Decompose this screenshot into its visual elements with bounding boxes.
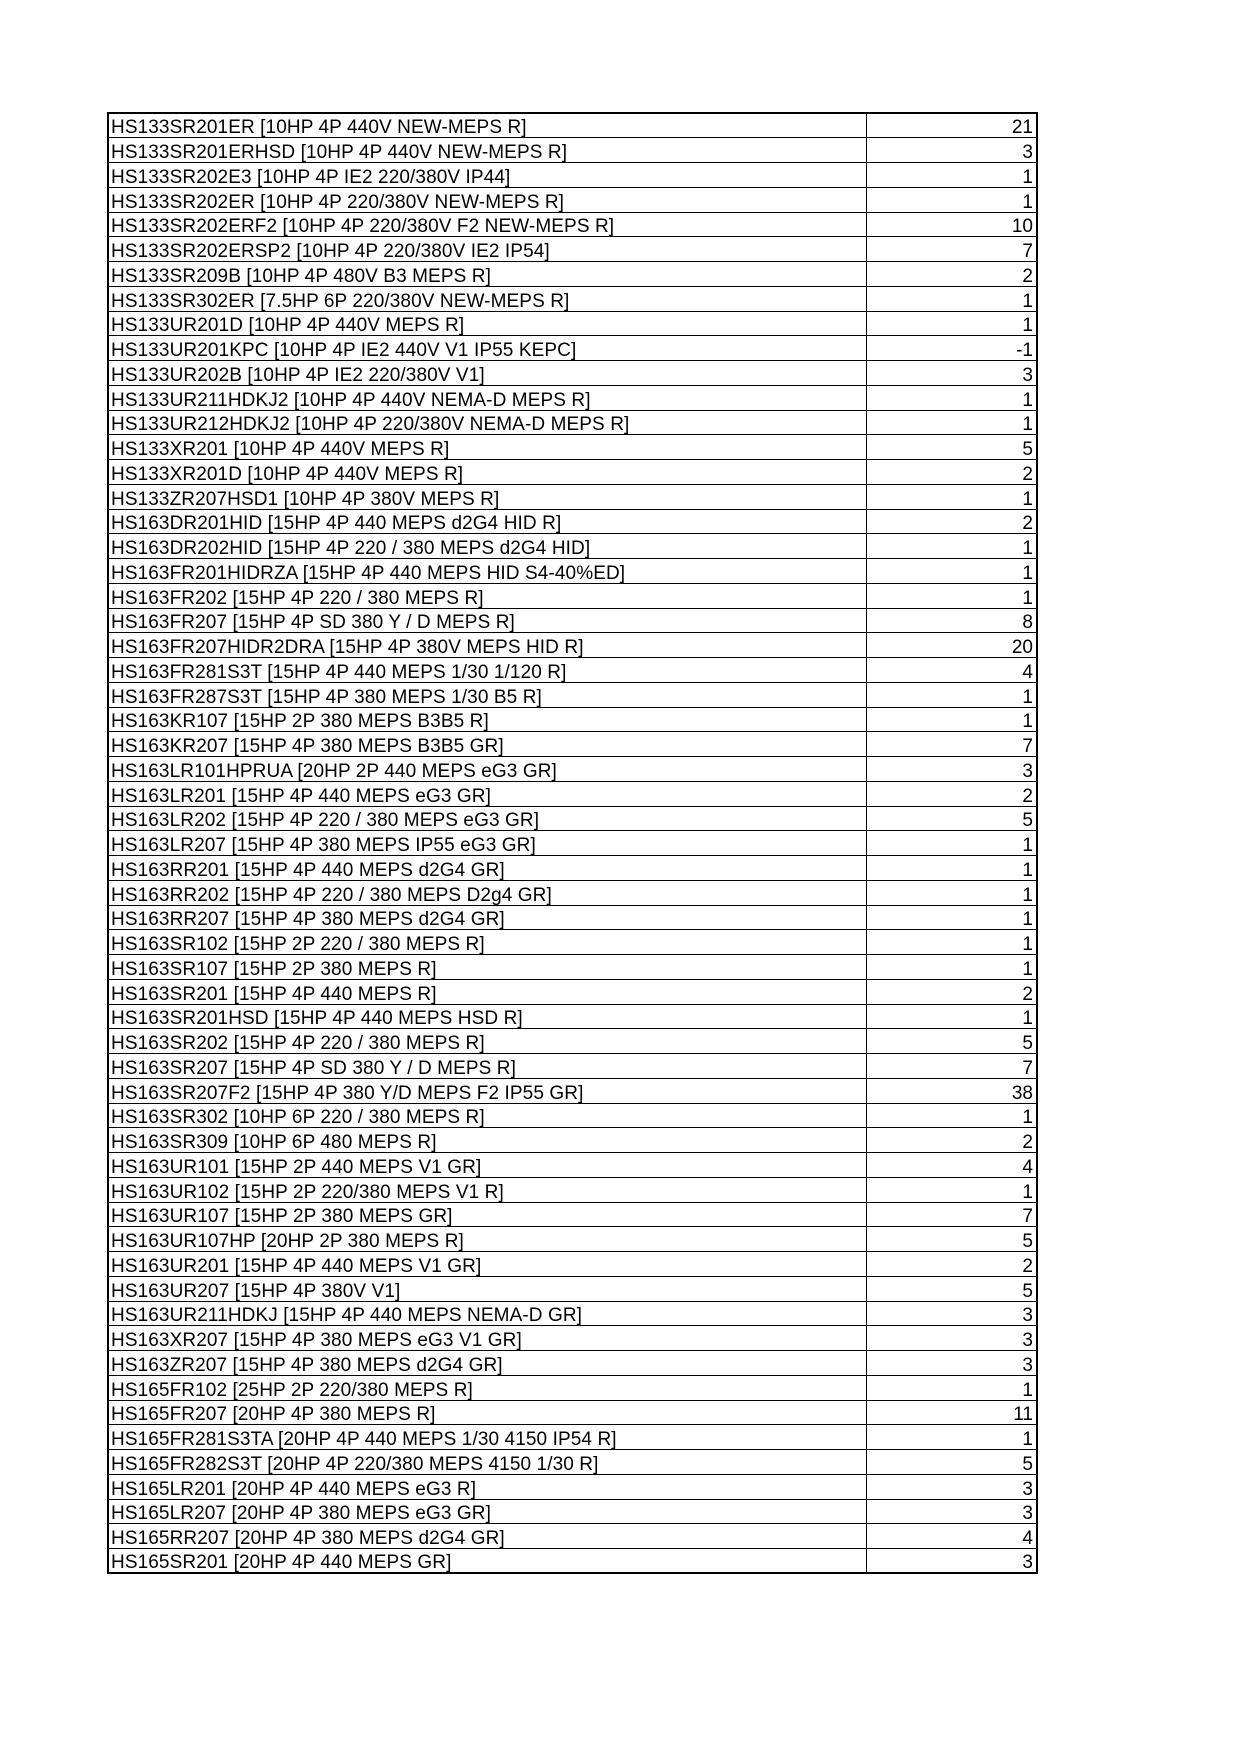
table-row	[108, 336, 1037, 361]
product-description-cell: HS133UR202B [10HP 4P IE2 220/380V V1]	[108, 361, 866, 386]
table-row	[108, 880, 1037, 905]
table-row	[108, 435, 1037, 460]
table-row	[108, 583, 1037, 608]
quantity-cell: 3	[866, 138, 1037, 163]
quantity-cell: 1	[866, 1103, 1037, 1128]
table-row	[108, 1524, 1037, 1549]
table-row	[108, 212, 1037, 237]
quantity-cell: 38	[866, 1078, 1037, 1103]
quantity-cell: 1	[866, 930, 1037, 955]
product-description-cell: HS163UR102 [15HP 2P 220/380 MEPS V1 R]	[108, 1177, 866, 1202]
table-row	[108, 806, 1037, 831]
quantity-cell: 1	[866, 880, 1037, 905]
product-description-cell: HS163LR207 [15HP 4P 380 MEPS IP55 eG3 GR]	[108, 831, 866, 856]
table-row	[108, 1425, 1037, 1450]
table-row	[108, 1351, 1037, 1376]
quantity-cell: 2	[866, 460, 1037, 485]
table-row	[108, 163, 1037, 188]
table-row	[108, 1326, 1037, 1351]
table-row	[108, 1276, 1037, 1301]
product-description-cell: HS133SR201ERHSD [10HP 4P 440V NEW-MEPS R]	[108, 138, 866, 163]
quantity-cell: 7	[866, 1054, 1037, 1079]
table-row	[108, 1549, 1037, 1574]
product-description-cell: HS133UR201KPC [10HP 4P IE2 440V V1 IP55 KEPC]	[108, 336, 866, 361]
table-row	[108, 187, 1037, 212]
table-row	[108, 113, 1037, 138]
quantity-cell: 1	[866, 1004, 1037, 1029]
product-description-cell: HS165LR201 [20HP 4P 440 MEPS eG3 R]	[108, 1474, 866, 1499]
quantity-cell: 2	[866, 1128, 1037, 1153]
table-row	[108, 1450, 1037, 1475]
quantity-cell: 1	[866, 1177, 1037, 1202]
product-description-cell: HS163FR202 [15HP 4P 220 / 380 MEPS R]	[108, 583, 866, 608]
quantity-cell: 5	[866, 1227, 1037, 1252]
product-description-cell: HS163FR281S3T [15HP 4P 440 MEPS 1/30 1/120 R]	[108, 658, 866, 683]
quantity-cell: 2	[866, 979, 1037, 1004]
quantity-cell: 1	[866, 311, 1037, 336]
table-row	[108, 682, 1037, 707]
product-description-cell: HS163ZR207 [15HP 4P 380 MEPS d2G4 GR]	[108, 1351, 866, 1376]
quantity-cell: 1	[866, 410, 1037, 435]
product-description-cell: HS133ZR207HSD1 [10HP 4P 380V MEPS R]	[108, 484, 866, 509]
quantity-cell: 5	[866, 806, 1037, 831]
quantity-cell: 4	[866, 1524, 1037, 1549]
table-row	[108, 1252, 1037, 1277]
quantity-cell: 1	[866, 484, 1037, 509]
product-description-cell: HS133UR212HDKJ2 [10HP 4P 220/380V NEMA-D MEPS R]	[108, 410, 866, 435]
quantity-cell: 5	[866, 435, 1037, 460]
product-description-cell: HS163UR107HP [20HP 2P 380 MEPS R]	[108, 1227, 866, 1252]
table-row	[108, 1103, 1037, 1128]
table-row	[108, 1128, 1037, 1153]
product-description-cell: HS163SR202 [15HP 4P 220 / 380 MEPS R]	[108, 1029, 866, 1054]
table-row	[108, 237, 1037, 262]
product-description-cell: HS163SR207F2 [15HP 4P 380 Y/D MEPS F2 IP55 GR]	[108, 1078, 866, 1103]
quantity-cell: 3	[866, 757, 1037, 782]
product-description-cell: HS163FR201HIDRZA [15HP 4P 440 MEPS HID S4-40%ED]	[108, 559, 866, 584]
table-row	[108, 534, 1037, 559]
quantity-cell: 5	[866, 1276, 1037, 1301]
table-row	[108, 1400, 1037, 1425]
quantity-cell: 7	[866, 237, 1037, 262]
quantity-cell: 5	[866, 1029, 1037, 1054]
table-row	[108, 608, 1037, 633]
product-description-cell: HS165FR207 [20HP 4P 380 MEPS R]	[108, 1400, 866, 1425]
table-row	[108, 781, 1037, 806]
product-description-cell: HS163LR201 [15HP 4P 440 MEPS eG3 GR]	[108, 781, 866, 806]
product-description-cell: HS163RR201 [15HP 4P 440 MEPS d2G4 GR]	[108, 856, 866, 881]
table-row	[108, 732, 1037, 757]
product-description-cell: HS163SR309 [10HP 6P 480 MEPS R]	[108, 1128, 866, 1153]
quantity-cell: 2	[866, 781, 1037, 806]
table-row	[108, 1029, 1037, 1054]
product-description-cell: HS163SR201HSD [15HP 4P 440 MEPS HSD R]	[108, 1004, 866, 1029]
quantity-cell: 1	[866, 905, 1037, 930]
table-row	[108, 1301, 1037, 1326]
quantity-cell: 3	[866, 1301, 1037, 1326]
product-description-cell: HS163SR302 [10HP 6P 220 / 380 MEPS R]	[108, 1103, 866, 1128]
table-row	[108, 930, 1037, 955]
product-description-cell: HS163RR202 [15HP 4P 220 / 380 MEPS D2g4 GR]	[108, 880, 866, 905]
table-row	[108, 905, 1037, 930]
product-description-cell: HS165FR282S3T [20HP 4P 220/380 MEPS 4150 1/30 R]	[108, 1450, 866, 1475]
quantity-cell: 20	[866, 633, 1037, 658]
quantity-cell: 2	[866, 509, 1037, 534]
quantity-cell: 3	[866, 1351, 1037, 1376]
table-row	[108, 658, 1037, 683]
table-row	[108, 484, 1037, 509]
product-description-cell: HS163KR107 [15HP 2P 380 MEPS B3B5 R]	[108, 707, 866, 732]
product-description-cell: HS163KR207 [15HP 4P 380 MEPS B3B5 GR]	[108, 732, 866, 757]
table-row	[108, 361, 1037, 386]
product-description-cell: HS165RR207 [20HP 4P 380 MEPS d2G4 GR]	[108, 1524, 866, 1549]
quantity-cell: 10	[866, 212, 1037, 237]
table-row	[108, 559, 1037, 584]
quantity-cell: 1	[866, 163, 1037, 188]
table-row	[108, 1227, 1037, 1252]
quantity-cell: 1	[866, 1425, 1037, 1450]
table-row	[108, 1499, 1037, 1524]
table-row	[108, 633, 1037, 658]
product-description-cell: HS133SR201ER [10HP 4P 440V NEW-MEPS R]	[108, 113, 866, 138]
table-row	[108, 1474, 1037, 1499]
quantity-cell: 8	[866, 608, 1037, 633]
product-description-cell: HS165FR281S3TA [20HP 4P 440 MEPS 1/30 4150 IP54 R]	[108, 1425, 866, 1450]
table-row	[108, 707, 1037, 732]
product-description-cell: HS163RR207 [15HP 4P 380 MEPS d2G4 GR]	[108, 905, 866, 930]
quantity-cell: 3	[866, 361, 1037, 386]
quantity-cell: 4	[866, 1153, 1037, 1178]
table-row	[108, 856, 1037, 881]
product-description-cell: HS165SR201 [20HP 4P 440 MEPS GR]	[108, 1549, 866, 1574]
quantity-cell: 2	[866, 262, 1037, 287]
quantity-cell: 1	[866, 583, 1037, 608]
quantity-cell: 3	[866, 1474, 1037, 1499]
product-description-cell: HS133SR202ER [10HP 4P 220/380V NEW-MEPS R]	[108, 187, 866, 212]
product-description-cell: HS165FR102 [25HP 2P 220/380 MEPS R]	[108, 1375, 866, 1400]
quantity-cell: 1	[866, 559, 1037, 584]
product-description-cell: HS133XR201D [10HP 4P 440V MEPS R]	[108, 460, 866, 485]
table-row	[108, 1177, 1037, 1202]
quantity-cell: 1	[866, 385, 1037, 410]
table-row	[108, 1054, 1037, 1079]
quantity-cell: 7	[866, 732, 1037, 757]
table-row	[108, 831, 1037, 856]
product-description-cell: HS163DR202HID [15HP 4P 220 / 380 MEPS d2G4 HID]	[108, 534, 866, 559]
quantity-cell: 4	[866, 658, 1037, 683]
product-description-cell: HS163UR107 [15HP 2P 380 MEPS GR]	[108, 1202, 866, 1227]
table-row	[108, 1078, 1037, 1103]
product-description-cell: HS163LR101HPRUA [20HP 2P 440 MEPS eG3 GR]	[108, 757, 866, 782]
product-description-cell: HS133XR201 [10HP 4P 440V MEPS R]	[108, 435, 866, 460]
quantity-cell: 1	[866, 286, 1037, 311]
product-description-cell: HS133SR302ER [7.5HP 6P 220/380V NEW-MEPS R]	[108, 286, 866, 311]
table-row	[108, 757, 1037, 782]
inventory-table-body	[108, 113, 1037, 1573]
product-description-cell: HS163DR201HID [15HP 4P 440 MEPS d2G4 HID R]	[108, 509, 866, 534]
quantity-cell: 1	[866, 707, 1037, 732]
product-description-cell: HS163FR207 [15HP 4P SD 380 Y / D MEPS R]	[108, 608, 866, 633]
product-description-cell: HS133UR201D [10HP 4P 440V MEPS R]	[108, 311, 866, 336]
product-description-cell: HS163SR102 [15HP 2P 220 / 380 MEPS R]	[108, 930, 866, 955]
product-description-cell: HS133SR202E3 [10HP 4P IE2 220/380V IP44]	[108, 163, 866, 188]
product-description-cell: HS163UR207 [15HP 4P 380V V1]	[108, 1276, 866, 1301]
table-row	[108, 262, 1037, 287]
table-row	[108, 1375, 1037, 1400]
quantity-cell: 1	[866, 955, 1037, 980]
quantity-cell: 3	[866, 1549, 1037, 1574]
table-row	[108, 138, 1037, 163]
quantity-cell: 1	[866, 534, 1037, 559]
quantity-cell: 3	[866, 1499, 1037, 1524]
product-description-cell: HS163XR207 [15HP 4P 380 MEPS eG3 V1 GR]	[108, 1326, 866, 1351]
quantity-cell: 2	[866, 1252, 1037, 1277]
quantity-cell: 5	[866, 1450, 1037, 1475]
product-description-cell: HS163FR207HIDR2DRA [15HP 4P 380V MEPS HID R]	[108, 633, 866, 658]
product-description-cell: HS163SR201 [15HP 4P 440 MEPS R]	[108, 979, 866, 1004]
table-row	[108, 955, 1037, 980]
product-description-cell: HS133SR202ERF2 [10HP 4P 220/380V F2 NEW-MEPS R]	[108, 212, 866, 237]
product-description-cell: HS163UR211HDKJ [15HP 4P 440 MEPS NEMA-D GR]	[108, 1301, 866, 1326]
quantity-cell: 1	[866, 1375, 1037, 1400]
quantity-cell: 1	[866, 831, 1037, 856]
product-description-cell: HS163FR287S3T [15HP 4P 380 MEPS 1/30 B5 R]	[108, 682, 866, 707]
product-description-cell: HS163UR101 [15HP 2P 440 MEPS V1 GR]	[108, 1153, 866, 1178]
product-description-cell: HS163SR107 [15HP 2P 380 MEPS R]	[108, 955, 866, 980]
table-row	[108, 460, 1037, 485]
product-description-cell: HS165LR207 [20HP 4P 380 MEPS eG3 GR]	[108, 1499, 866, 1524]
table-row	[108, 979, 1037, 1004]
table-row	[108, 1004, 1037, 1029]
quantity-cell: 11	[866, 1400, 1037, 1425]
quantity-cell: 1	[866, 187, 1037, 212]
inventory-table	[107, 112, 1038, 1574]
quantity-cell: -1	[866, 336, 1037, 361]
inventory-sheet	[107, 112, 1036, 1574]
product-description-cell: HS163LR202 [15HP 4P 220 / 380 MEPS eG3 GR]	[108, 806, 866, 831]
table-row	[108, 1153, 1037, 1178]
table-row	[108, 1202, 1037, 1227]
product-description-cell: HS133SR202ERSP2 [10HP 4P 220/380V IE2 IP54]	[108, 237, 866, 262]
quantity-cell: 1	[866, 682, 1037, 707]
quantity-cell: 21	[866, 113, 1037, 138]
table-row	[108, 410, 1037, 435]
table-row	[108, 311, 1037, 336]
quantity-cell: 1	[866, 856, 1037, 881]
quantity-cell: 7	[866, 1202, 1037, 1227]
product-description-cell: HS133UR211HDKJ2 [10HP 4P 440V NEMA-D MEPS R]	[108, 385, 866, 410]
quantity-cell: 3	[866, 1326, 1037, 1351]
product-description-cell: HS163UR201 [15HP 4P 440 MEPS V1 GR]	[108, 1252, 866, 1277]
table-row	[108, 286, 1037, 311]
table-row	[108, 385, 1037, 410]
product-description-cell: HS133SR209B [10HP 4P 480V B3 MEPS R]	[108, 262, 866, 287]
product-description-cell: HS163SR207 [15HP 4P SD 380 Y / D MEPS R]	[108, 1054, 866, 1079]
table-row	[108, 509, 1037, 534]
